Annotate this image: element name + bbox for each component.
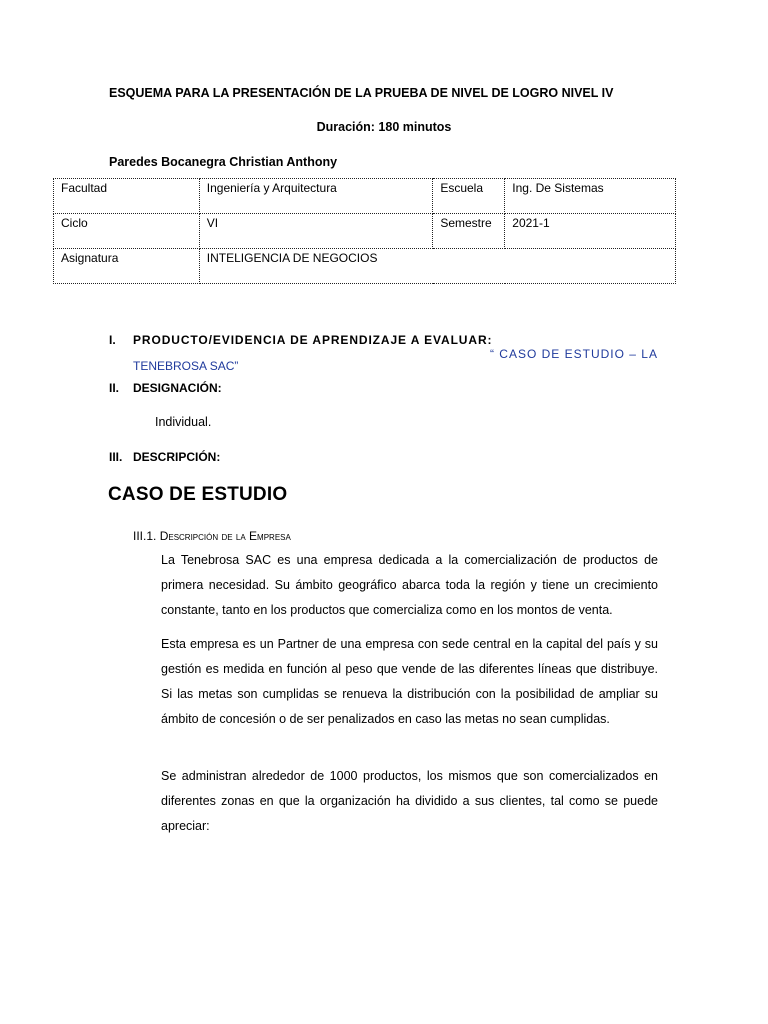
section-1-value-cont: TENEBROSA SAC” [133, 359, 239, 373]
document-title: ESQUEMA PARA LA PRESENTACIÓN DE LA PRUEBA DE NIVEL DE LOGRO NIVEL IV [109, 86, 614, 100]
subsection-heading [133, 529, 291, 543]
table-row [54, 249, 676, 284]
section-2-label: DESIGNACIÓN: [133, 381, 222, 395]
section-numeral: I. [109, 333, 116, 347]
table-cell: VI [199, 214, 433, 249]
paragraph: Se administran alrededor de 1000 productos, los mismos que son comercializados en diferentes zonas en que la organización ha dividido a sus clientes, tal como se puede apreciar: [161, 769, 658, 833]
subsection-number: III.1. [133, 529, 157, 543]
table-row [54, 214, 676, 249]
paragraph: Esta empresa es un Partner de una empresa con sede central en la capital del país y su gestión es medida en función al peso que vende de las diferentes líneas que distribuye. Si las metas son cumplidas se renueva la distribución con la posibilidad de ampliar su ámbito de concesión o de ser penalizados en caso las metas no sean cumplidas. [161, 637, 658, 726]
section-numeral: II. [109, 381, 120, 395]
section-2-value: Individual. [155, 415, 212, 429]
section-3-label: DESCRIPCIÓN: [133, 450, 221, 464]
section-1-value: “ CASO DE ESTUDIO – LA [489, 347, 658, 361]
table-cell: INTELIGENCIA DE NEGOCIOS [199, 249, 675, 284]
case-study-heading: CASO DE ESTUDIO [108, 484, 288, 505]
table-cell: Asignatura [54, 249, 200, 284]
section-1-line [133, 333, 658, 361]
table-cell: Ingeniería y Arquitectura [199, 179, 433, 214]
table-cell: Ing. De Sistemas [505, 179, 676, 214]
duration-line: Duración: 180 minutos [316, 120, 452, 134]
info-table [53, 178, 676, 284]
section-numeral: III. [109, 450, 123, 464]
table-row [54, 179, 676, 214]
student-name: Paredes Bocanegra Christian Anthony [109, 155, 338, 169]
table-cell: 2021-1 [505, 214, 676, 249]
paragraph: La Tenebrosa SAC es una empresa dedicada a la comercialización de productos de primera necesidad. Su ámbito geográfico abarca toda la región y tiene un crecimiento constante, tanto en los productos que comercializa como en los montos de venta. [161, 553, 658, 617]
section-1-label: PRODUCTO/EVIDENCIA DE APRENDIZAJE A EVALUAR: [133, 333, 493, 347]
table-cell: Semestre [433, 214, 505, 249]
table-cell: Ciclo [54, 214, 200, 249]
table-cell: Facultad [54, 179, 200, 214]
table-cell: Escuela [433, 179, 505, 214]
subsection-title: Descripción de la Empresa [159, 529, 291, 543]
